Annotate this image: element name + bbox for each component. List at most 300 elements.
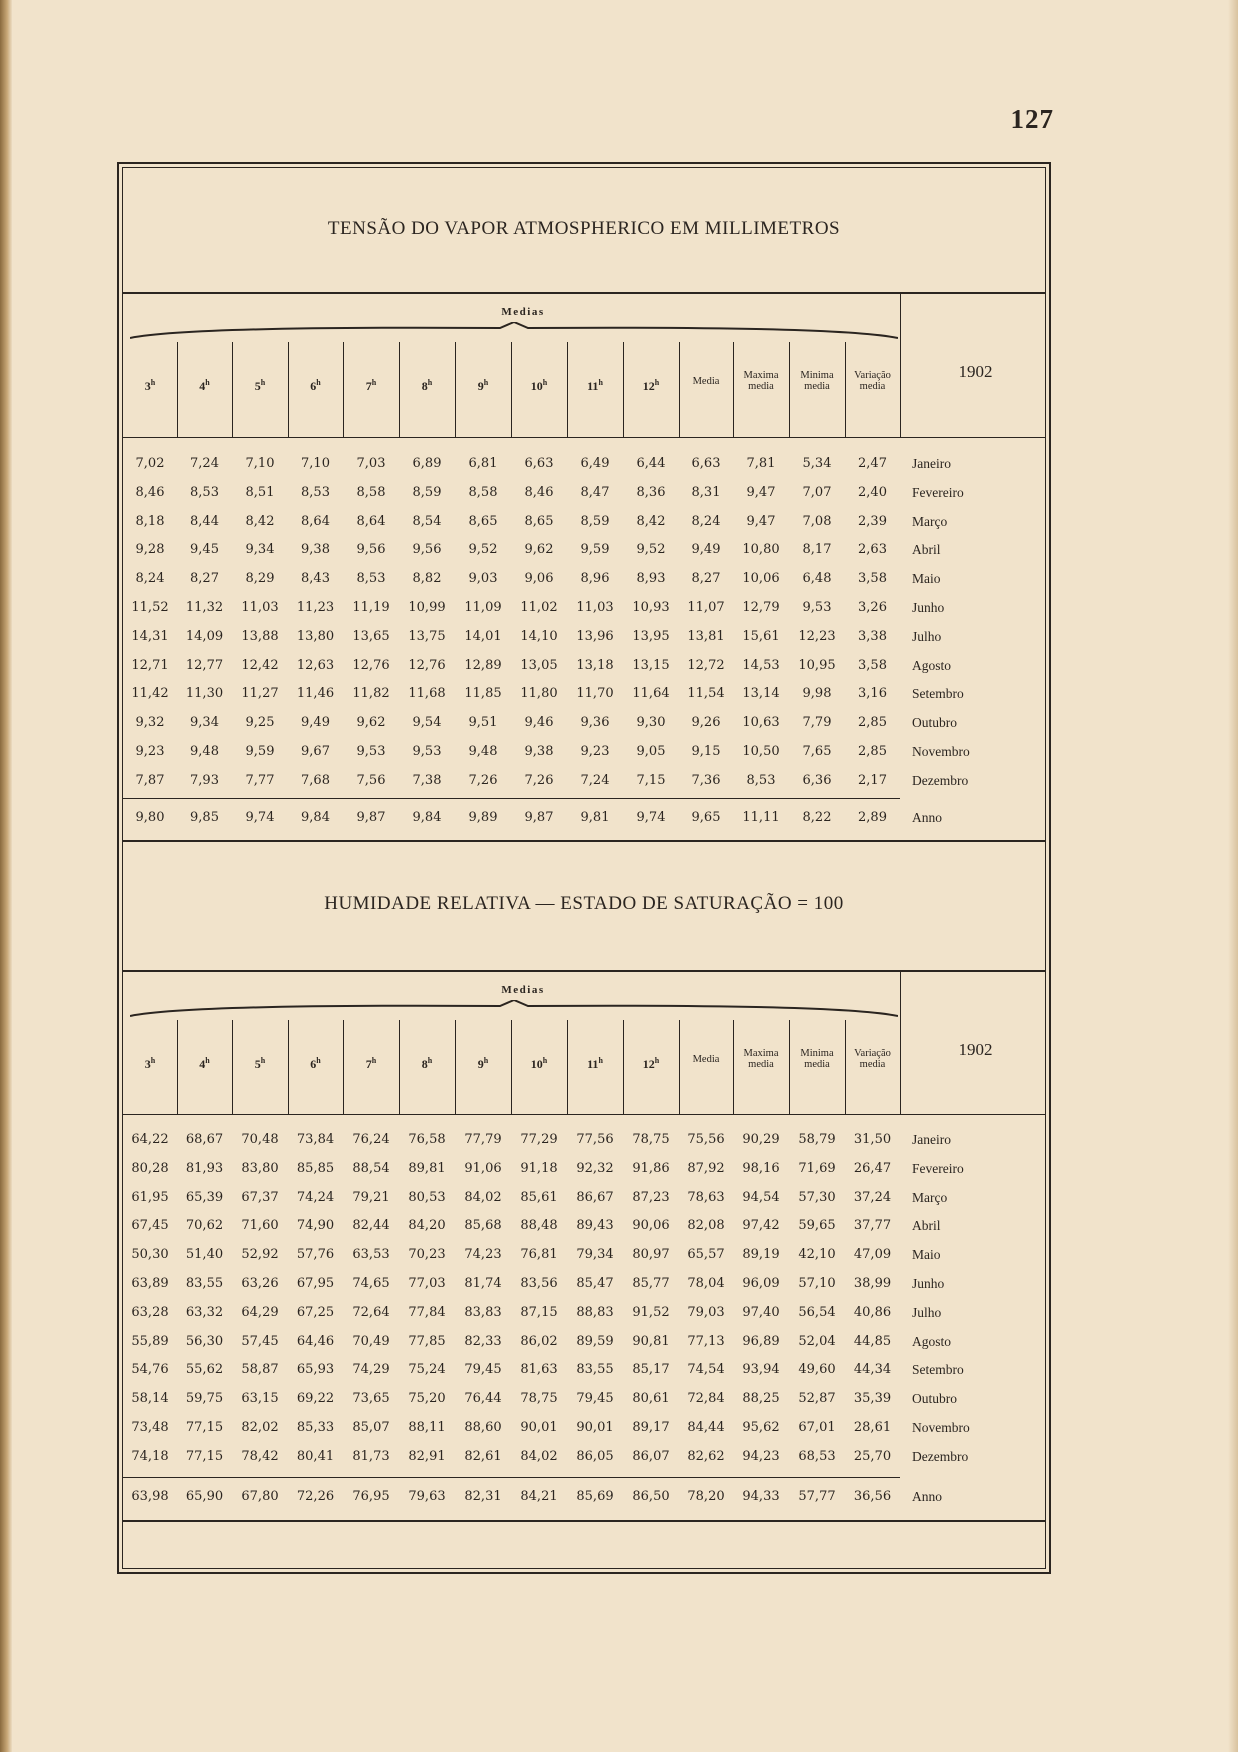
hour-value: 8 (421, 379, 428, 393)
column-header (177, 376, 232, 393)
table-cell: 63,32 (185, 1304, 224, 1320)
table-cell: 9,15 (691, 744, 721, 759)
table-cell: 3,58 (858, 657, 887, 673)
table-cell: 58,79 (798, 1132, 836, 1147)
table-cell: 12,79 (742, 600, 780, 615)
hour-suffix: h (205, 378, 210, 387)
table-cell: 77,79 (464, 1132, 502, 1147)
table-cell: 11,27 (241, 686, 279, 702)
table-cell: 8,22 (802, 810, 832, 825)
table-cell: 90,81 (632, 1333, 670, 1349)
table-cell: 2,85 (858, 744, 887, 759)
table-cell: 13,14 (742, 686, 780, 702)
hour-value: 11 (587, 1057, 599, 1071)
table-cell: 7,26 (524, 772, 554, 788)
table-cell: 8,53 (301, 484, 330, 500)
table-cell: 9,67 (301, 744, 330, 759)
table-cell: 9,06 (524, 571, 554, 587)
table-cell: 9,74 (245, 810, 275, 825)
table-cell: 42,10 (798, 1247, 836, 1263)
table-cell: 11,70 (576, 686, 614, 702)
table-cell: 11,02 (520, 600, 558, 615)
table-cell: 8,54 (412, 513, 442, 529)
table-cell: 82,33 (464, 1333, 502, 1349)
table-cell: 7,26 (468, 772, 498, 788)
table-cell: 7,10 (245, 456, 275, 471)
table-cell: 2,89 (858, 810, 887, 825)
column-divider (900, 970, 901, 1114)
hour-value: 4 (199, 1057, 206, 1071)
table-cell: 91,86 (632, 1160, 670, 1176)
table-cell: 52,04 (798, 1333, 836, 1349)
year-header: 1902 (958, 1040, 993, 1059)
table-cell: 79,63 (408, 1489, 446, 1504)
table-cell: 9,98 (802, 686, 832, 702)
table-cell: 68,67 (185, 1132, 224, 1147)
row-label: Outubro (912, 715, 957, 731)
table-cell: 80,61 (632, 1391, 670, 1407)
table-cell: 44,34 (853, 1362, 892, 1378)
table-cell: 9,47 (746, 513, 776, 529)
table-cell: 8,64 (356, 513, 386, 529)
table-cell: 9,32 (135, 715, 165, 731)
table-cell: 67,80 (241, 1489, 279, 1504)
table-cell: 78,63 (687, 1189, 725, 1205)
column-header: Minima media (800, 370, 834, 392)
table-cell: 85,77 (632, 1276, 670, 1291)
table-cell: 9,47 (746, 484, 776, 500)
table-cell: 15,61 (742, 628, 780, 644)
hour-suffix: h (542, 1056, 548, 1065)
row-label: Anno (912, 1489, 942, 1504)
table-cell: 58,14 (131, 1391, 169, 1407)
table-cell: 8,53 (190, 484, 219, 500)
table-cell: 3,38 (858, 628, 887, 644)
hour-value: 12 (642, 1057, 655, 1071)
table-cell: 83,80 (241, 1160, 279, 1176)
hour-suffix: h (542, 378, 548, 387)
table-cell: 13,96 (576, 628, 614, 644)
hour-value: 9 (477, 379, 484, 393)
table-cell: 12,76 (408, 657, 446, 673)
table-cell: 87,23 (632, 1189, 670, 1205)
table-cell: 82,62 (687, 1448, 725, 1464)
table-cell: 7,93 (190, 772, 219, 788)
table-cell: 70,62 (185, 1218, 224, 1234)
table-cell: 55,89 (131, 1333, 169, 1349)
page-right-edge (1228, 0, 1238, 1752)
table-cell: 9,25 (245, 715, 275, 731)
table-cell: 9,51 (468, 715, 498, 731)
row-label: Abril (912, 1218, 941, 1234)
table-cell: 89,59 (576, 1333, 614, 1349)
table-cell: 8,24 (135, 571, 165, 587)
table-cell: 8,27 (691, 571, 721, 587)
table-cell: 89,81 (408, 1160, 446, 1176)
table-cell: 79,21 (352, 1189, 390, 1205)
table-cell: 67,95 (296, 1276, 335, 1291)
table-cell: 8,42 (636, 513, 666, 529)
table-cell: 5,34 (802, 456, 832, 471)
row-label: Setembro (912, 686, 964, 702)
table-cell: 77,29 (520, 1132, 558, 1147)
table-cell: 76,81 (520, 1247, 558, 1263)
table-cell: 89,17 (632, 1420, 670, 1435)
table-cell: 86,50 (632, 1489, 670, 1504)
section-title: HUMIDADE RELATIVA — ESTADO DE SATURAÇÃO = 100 (324, 893, 844, 914)
table-cell: 8,27 (190, 571, 219, 587)
table-cell: 9,26 (691, 715, 721, 731)
table-cell: 83,55 (185, 1276, 224, 1291)
table-cell: 6,48 (802, 571, 832, 587)
hour-suffix: h (427, 378, 433, 387)
row-label: Novembro (912, 744, 970, 759)
table-cell: 9,80 (135, 810, 165, 825)
table-cell: 97,40 (742, 1304, 780, 1320)
table-cell: 82,91 (408, 1448, 446, 1464)
table-cell: 78,75 (520, 1391, 558, 1407)
table-cell: 70,23 (408, 1247, 446, 1263)
table-cell: 8,36 (636, 484, 666, 500)
table-cell: 81,93 (185, 1160, 224, 1176)
table-cell: 82,44 (352, 1218, 390, 1234)
table-cell: 8,65 (524, 513, 554, 529)
table-cell: 87,15 (520, 1304, 558, 1320)
table-cell: 79,45 (464, 1362, 502, 1378)
total-separator (123, 1477, 900, 1478)
table-cell: 7,08 (802, 513, 832, 529)
table-cell: 9,62 (524, 542, 554, 558)
hour-value: 11 (587, 379, 599, 393)
header-bottom-rule (123, 1114, 1045, 1115)
table-cell: 3,26 (858, 600, 887, 615)
table-cell: 7,81 (746, 456, 776, 471)
hour-value: 10 (530, 1057, 543, 1071)
table-cell: 77,56 (576, 1132, 614, 1147)
table-cell: 98,16 (742, 1160, 780, 1176)
table-cell: 95,62 (742, 1420, 780, 1435)
row-label: Junho (912, 1276, 945, 1291)
table-cell: 2,47 (858, 456, 887, 471)
table-cell: 8,24 (691, 513, 721, 529)
hour-suffix: h (598, 1056, 603, 1065)
table-cell: 92,32 (576, 1160, 614, 1176)
table-cell: 11,32 (185, 600, 224, 615)
table-cell: 11,52 (131, 600, 169, 615)
table-cell: 9,84 (301, 810, 330, 825)
hour-value: 7 (365, 1057, 372, 1071)
table-cell: 85,68 (464, 1218, 502, 1234)
table-cell: 75,56 (687, 1132, 725, 1147)
hour-value: 6 (310, 379, 317, 393)
table-cell: 57,10 (798, 1276, 836, 1291)
table-cell: 10,95 (798, 657, 836, 673)
table-cell: 91,18 (520, 1160, 558, 1176)
table-cell: 57,77 (798, 1489, 836, 1504)
table-cell: 76,44 (464, 1391, 502, 1407)
table-cell: 67,45 (131, 1218, 169, 1234)
table-cell: 8,59 (412, 484, 442, 500)
table-cell: 59,75 (185, 1391, 224, 1407)
table-cell: 8,93 (636, 571, 666, 587)
table-cell: 52,87 (798, 1391, 836, 1407)
table-cell: 11,54 (687, 686, 725, 702)
table-cell: 8,47 (580, 484, 610, 500)
table-cell: 72,26 (296, 1489, 335, 1504)
table-cell: 9,48 (190, 744, 219, 759)
table-cell: 12,63 (296, 657, 335, 673)
table-cell: 80,97 (632, 1247, 670, 1263)
hour-value: 6 (310, 1057, 317, 1071)
table-cell: 86,05 (576, 1448, 614, 1464)
table-cell: 90,01 (520, 1420, 558, 1435)
table-cell: 86,07 (632, 1448, 670, 1464)
table-cell: 94,33 (742, 1489, 780, 1504)
table-cell: 85,85 (296, 1160, 335, 1176)
table-cell: 80,53 (408, 1189, 446, 1205)
table-cell: 88,83 (576, 1304, 614, 1320)
table-cell: 9,23 (580, 744, 610, 759)
table-cell: 44,85 (853, 1333, 892, 1349)
column-header: Media (692, 376, 720, 387)
table-cell: 8,46 (524, 484, 554, 500)
table-cell: 85,61 (520, 1189, 558, 1205)
table-cell: 9,30 (636, 715, 666, 731)
total-separator (123, 798, 900, 799)
table-cell: 13,88 (241, 628, 279, 644)
table-cell: 8,17 (802, 542, 832, 558)
medias-brace (130, 1000, 898, 1020)
table-cell: 91,52 (632, 1304, 670, 1320)
table-cell: 77,13 (687, 1333, 725, 1349)
table-cell: 10,50 (742, 744, 780, 759)
table-cell: 56,30 (185, 1333, 224, 1349)
hour-value: 3 (144, 1057, 151, 1071)
table-cell: 7,77 (245, 772, 275, 788)
page-binding-edge (0, 0, 12, 1752)
table-cell: 6,81 (468, 456, 498, 471)
column-header (623, 376, 679, 393)
column-header (123, 1054, 177, 1071)
table-cell: 57,76 (296, 1247, 335, 1263)
table-cell: 9,52 (468, 542, 498, 558)
table-cell: 73,84 (296, 1132, 335, 1147)
table-cell: 83,56 (520, 1276, 558, 1291)
row-label: Março (912, 513, 948, 529)
table-cell: 9,53 (802, 600, 832, 615)
hour-value: 12 (642, 379, 655, 393)
hour-suffix: h (150, 1056, 156, 1065)
table-cell: 12,76 (352, 657, 390, 673)
row-label: Janeiro (912, 456, 951, 471)
table-cell: 81,73 (352, 1448, 390, 1464)
table-cell: 87,92 (687, 1160, 725, 1176)
column-header (511, 376, 567, 393)
table-cell: 11,30 (185, 686, 224, 702)
table-cell: 8,53 (746, 772, 776, 788)
table-cell: 82,31 (464, 1489, 502, 1504)
table-cell: 88,48 (520, 1218, 558, 1234)
table-cell: 82,02 (241, 1420, 279, 1435)
table-cell: 7,56 (356, 772, 386, 788)
table-cell: 74,90 (296, 1218, 335, 1234)
section-title: TENSÃO DO VAPOR ATMOSPHERICO EM MILLIMETROS (327, 218, 841, 239)
table-cell: 65,90 (185, 1489, 224, 1504)
row-label: Maio (912, 571, 941, 587)
column-header: Media (692, 1054, 720, 1065)
table-cell: 80,41 (296, 1448, 335, 1464)
hour-suffix: h (205, 1056, 210, 1065)
table-cell: 64,22 (131, 1132, 169, 1147)
table-cell: 14,31 (131, 628, 169, 644)
table-cell: 67,25 (296, 1304, 335, 1320)
table-cell: 9,59 (245, 744, 275, 759)
table-cell: 9,49 (301, 715, 330, 731)
table-cell: 9,36 (580, 715, 610, 731)
table-cell: 50,30 (131, 1247, 169, 1263)
table-cell: 2,40 (858, 484, 887, 500)
table-cell: 74,23 (464, 1247, 502, 1263)
table-cell: 74,18 (131, 1448, 169, 1464)
table-cell: 12,72 (687, 657, 725, 673)
table-cell: 7,87 (135, 772, 165, 788)
table-cell: 67,01 (798, 1420, 836, 1435)
table-cell: 37,77 (853, 1218, 892, 1234)
table-cell: 88,54 (352, 1160, 390, 1176)
table-cell: 63,53 (352, 1247, 390, 1263)
column-header: Variação media (854, 1048, 891, 1070)
table-cell: 69,22 (296, 1391, 335, 1407)
table-cell: 9,38 (524, 744, 554, 759)
table-cell: 77,03 (408, 1276, 446, 1291)
table-cell: 9,49 (691, 542, 721, 558)
table-cell: 8,65 (468, 513, 498, 529)
table-cell: 12,23 (798, 628, 836, 644)
table-cell: 9,34 (245, 542, 275, 558)
table-cell: 36,56 (853, 1489, 892, 1504)
column-header (567, 1054, 623, 1071)
table-cell: 9,87 (524, 810, 554, 825)
table-cell: 10,80 (742, 542, 780, 558)
table-cell: 7,68 (301, 772, 330, 788)
table-cell: 90,06 (632, 1218, 670, 1234)
table-cell: 12,89 (464, 657, 502, 673)
row-label: Julho (912, 628, 942, 644)
table-cell: 7,02 (135, 456, 165, 471)
table-cell: 9,03 (468, 571, 498, 587)
table-cell: 8,96 (580, 571, 610, 587)
table-cell: 61,95 (131, 1189, 169, 1205)
table-cell: 11,07 (687, 600, 725, 615)
table-cell: 6,44 (636, 456, 666, 471)
table-cell: 7,03 (356, 456, 386, 471)
table-cell: 13,75 (408, 628, 446, 644)
hour-value: 9 (477, 1057, 484, 1071)
hour-value: 5 (254, 1057, 261, 1071)
table-cell: 7,10 (301, 456, 330, 471)
table-cell: 9,74 (636, 810, 666, 825)
table-cell: 26,47 (853, 1160, 892, 1176)
table-cell: 8,18 (135, 513, 165, 529)
table-cell: 67,37 (241, 1189, 279, 1205)
table-cell: 74,65 (352, 1276, 390, 1291)
table-cell: 9,34 (190, 715, 219, 731)
table-cell: 88,25 (742, 1391, 780, 1407)
table-cell: 76,24 (352, 1132, 390, 1147)
table-cell: 8,43 (301, 571, 330, 587)
table-cell: 51,40 (185, 1247, 224, 1263)
table-cell: 2,39 (858, 513, 887, 529)
table-cell: 84,02 (520, 1448, 558, 1464)
table-cell: 57,30 (798, 1189, 836, 1205)
table-cell: 65,93 (296, 1362, 335, 1378)
table-cell: 80,28 (131, 1160, 169, 1176)
column-header (288, 376, 343, 393)
table-cell: 76,95 (352, 1489, 390, 1504)
table-cell: 13,80 (296, 628, 335, 644)
table-cell: 58,87 (241, 1362, 279, 1378)
hour-value: 4 (199, 379, 206, 393)
medias-label: Medias (501, 984, 545, 996)
table-cell: 9,89 (468, 810, 498, 825)
table-cell: 11,11 (742, 810, 780, 825)
column-header (455, 376, 511, 393)
hour-suffix: h (260, 1056, 266, 1065)
table-cell: 28,61 (853, 1420, 892, 1435)
table-cell: 96,09 (742, 1276, 780, 1291)
table-cell: 84,21 (520, 1489, 558, 1504)
column-header (288, 1054, 343, 1071)
table-cell: 93,94 (742, 1362, 780, 1378)
table-cell: 89,19 (742, 1247, 780, 1263)
table-cell: 3,58 (858, 571, 887, 587)
table-cell: 7,15 (636, 772, 666, 788)
table-cell: 8,42 (245, 513, 275, 529)
table-cell: 85,17 (632, 1362, 670, 1378)
table-cell: 8,46 (135, 484, 165, 500)
table-cell: 14,10 (520, 628, 558, 644)
table-cell: 88,60 (464, 1420, 502, 1435)
table-cell: 14,09 (185, 628, 224, 644)
table-cell: 68,53 (798, 1448, 836, 1464)
table-cell: 13,18 (576, 657, 614, 673)
table-cell: 79,34 (576, 1247, 614, 1263)
row-label: Maio (912, 1247, 941, 1263)
section-top-rule (123, 292, 1045, 294)
table-cell: 9,53 (412, 744, 442, 759)
row-label: Agosto (912, 657, 952, 673)
table-cell: 47,09 (853, 1247, 892, 1263)
column-header: Variação media (854, 370, 891, 392)
table-cell: 81,63 (520, 1362, 558, 1378)
table-cell: 77,15 (185, 1420, 224, 1435)
hour-suffix: h (654, 1056, 660, 1065)
hour-suffix: h (316, 1056, 321, 1065)
table-cell: 11,03 (576, 600, 614, 615)
table-cell: 88,11 (408, 1420, 446, 1435)
table-cell: 82,08 (687, 1218, 725, 1234)
table-cell: 11,42 (131, 686, 169, 702)
hour-suffix: h (371, 1056, 377, 1065)
table-cell: 96,89 (742, 1333, 780, 1349)
table-cell: 63,89 (131, 1276, 169, 1291)
row-label: Dezembro (912, 772, 969, 788)
table-cell: 73,65 (352, 1391, 390, 1407)
table-cell: 94,23 (742, 1448, 780, 1464)
hour-suffix: h (427, 1056, 433, 1065)
table-cell: 11,03 (241, 600, 279, 615)
table-cell: 74,29 (352, 1362, 390, 1378)
